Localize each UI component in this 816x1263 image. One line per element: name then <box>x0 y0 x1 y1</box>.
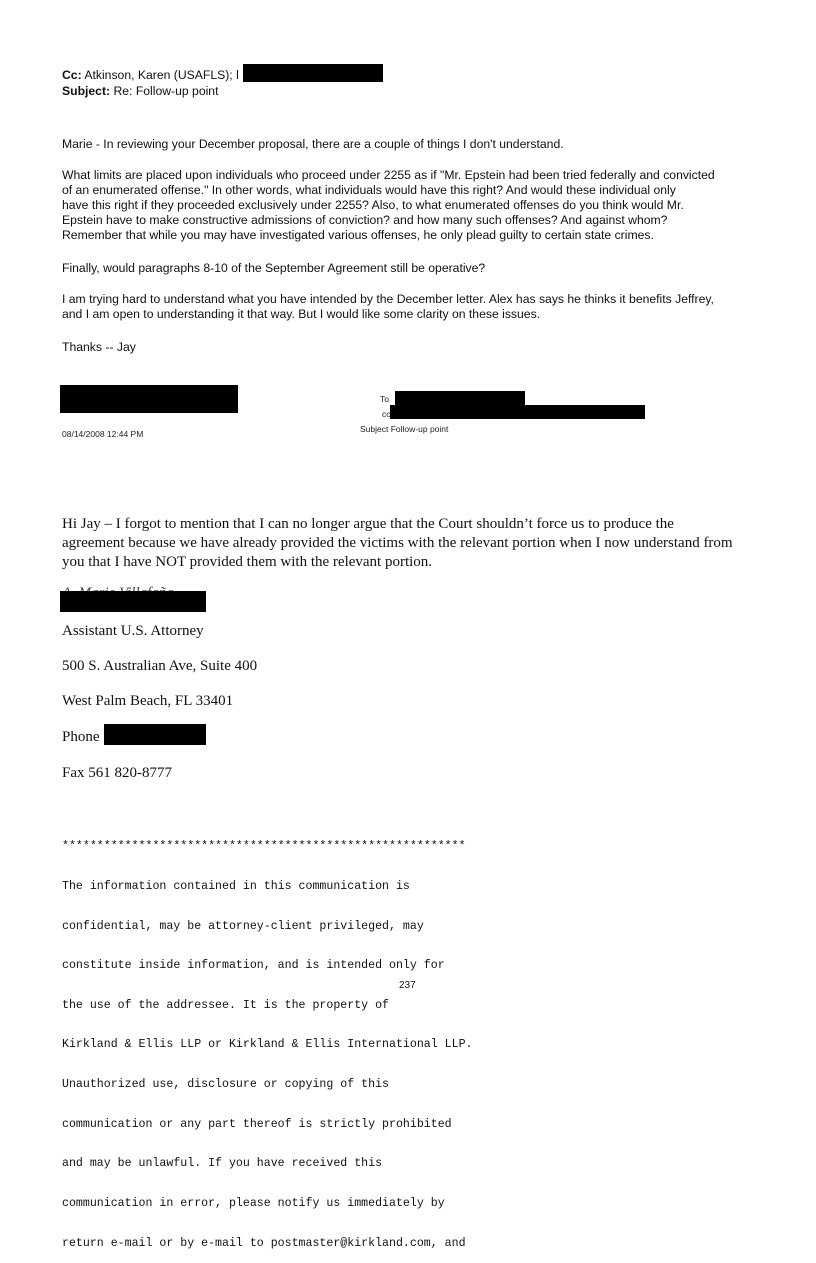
subject-line <box>62 84 218 99</box>
reply-paragraph-4 <box>62 292 762 322</box>
signature-phone-label: Phone <box>62 729 100 745</box>
signature-address-2: West Palm Beach, FL 33401 <box>62 693 234 709</box>
redaction-cc <box>243 64 383 82</box>
reply-paragraph-1: Marie - In reviewing your December proposal, there are a couple of things I don't understand. <box>62 137 564 151</box>
reply-signoff: Thanks -- Jay <box>62 340 136 354</box>
disclaimer-line: constitute inside information, and is intended only for <box>62 959 445 973</box>
disclaimer-line: the use of the addressee. It is the property of <box>62 998 389 1012</box>
page-number: 237 <box>399 980 416 991</box>
reply-p4-line: and I am open to understanding it that way. But I would like some clarity on these issues. <box>62 307 541 321</box>
reply-p2-line: Epstein have to make constructive admissions of conviction? and how many such offenses? And against whom? <box>62 213 668 227</box>
original-body-line: Hi Jay – I forgot to mention that I can no longer argue that the Court shouldn’t force us to produce the <box>62 516 674 532</box>
to-label: To <box>380 394 389 404</box>
redaction-phone <box>104 724 206 745</box>
original-date: 08/14/2008 12:44 PM <box>62 429 144 439</box>
redaction-to <box>395 391 525 405</box>
signature-fax: Fax 561 820-8777 <box>62 765 172 781</box>
disclaimer-line: communication in error, please notify us immediately by <box>62 1196 445 1210</box>
disclaimer-line: confidential, may be attorney-client privileged, may <box>62 919 424 933</box>
disclaimer-line: Unauthorized use, disclosure or copying of this <box>62 1078 389 1092</box>
original-body-line: agreement because we have already provided the victims with the relevant portion when I now understand from <box>62 535 733 551</box>
reply-paragraph-3: Finally, would paragraphs 8-10 of the September Agreement still be operative? <box>62 261 486 275</box>
cc-label-small: cc <box>382 409 391 419</box>
redaction-cc-small <box>390 405 645 419</box>
original-body-line: you that I have NOT provided them with the relevant portion. <box>62 554 433 570</box>
cc-line <box>62 68 239 83</box>
cc-value: Atkinson, Karen (USAFLS); l <box>84 68 239 82</box>
reply-p4-line: I am trying hard to understand what you have intended by the December letter. Alex has says he thinks it benefits Jeffrey, <box>62 292 714 306</box>
reply-p2-line: Remember that while you may have investigated various offenses, he only plead guilty to certain state crimes. <box>62 228 654 242</box>
redaction-signature <box>60 591 206 612</box>
signature-title: Assistant U.S. Attorney <box>62 623 204 639</box>
disclaimer <box>62 814 473 1263</box>
original-subject-value: Follow-up point <box>390 424 449 434</box>
original-body <box>62 515 782 572</box>
cc-label: Cc: <box>62 68 82 82</box>
subject-label: Subject: <box>62 84 111 98</box>
reply-paragraph-2 <box>62 168 762 243</box>
redaction-sender <box>60 385 238 413</box>
disclaimer-line: and may be unlawful. If you have received this <box>62 1157 383 1171</box>
reply-p2-line: of an enumerated offense." In other words, what individuals would have this right? And would these individual only <box>62 183 676 197</box>
disclaimer-line: return e-mail or by e-mail to postmaster@kirkland.com, and <box>62 1236 466 1250</box>
signature-address-1: 500 S. Australian Ave, Suite 400 <box>62 658 258 674</box>
original-subject-label: Subject <box>360 424 389 434</box>
reply-p2-line: What limits are placed upon individuals who proceed under 2255 as if "Mr. Epstein had been tried federally and convicted <box>62 168 715 182</box>
original-subject <box>360 424 448 434</box>
disclaimer-stars: ********************************************************** <box>62 840 466 854</box>
reply-p2-line: have this right if they proceeded exclusively under 2255? Also, to what enumerated offenses do you think would Mr. <box>62 198 684 212</box>
subject-value: Re: Follow-up point <box>113 84 219 98</box>
disclaimer-line: Kirkland & Ellis LLP or Kirkland & Ellis International LLP. <box>62 1038 473 1052</box>
disclaimer-line: communication or any part thereof is strictly prohibited <box>62 1117 452 1131</box>
disclaimer-line: The information contained in this communication is <box>62 880 410 894</box>
